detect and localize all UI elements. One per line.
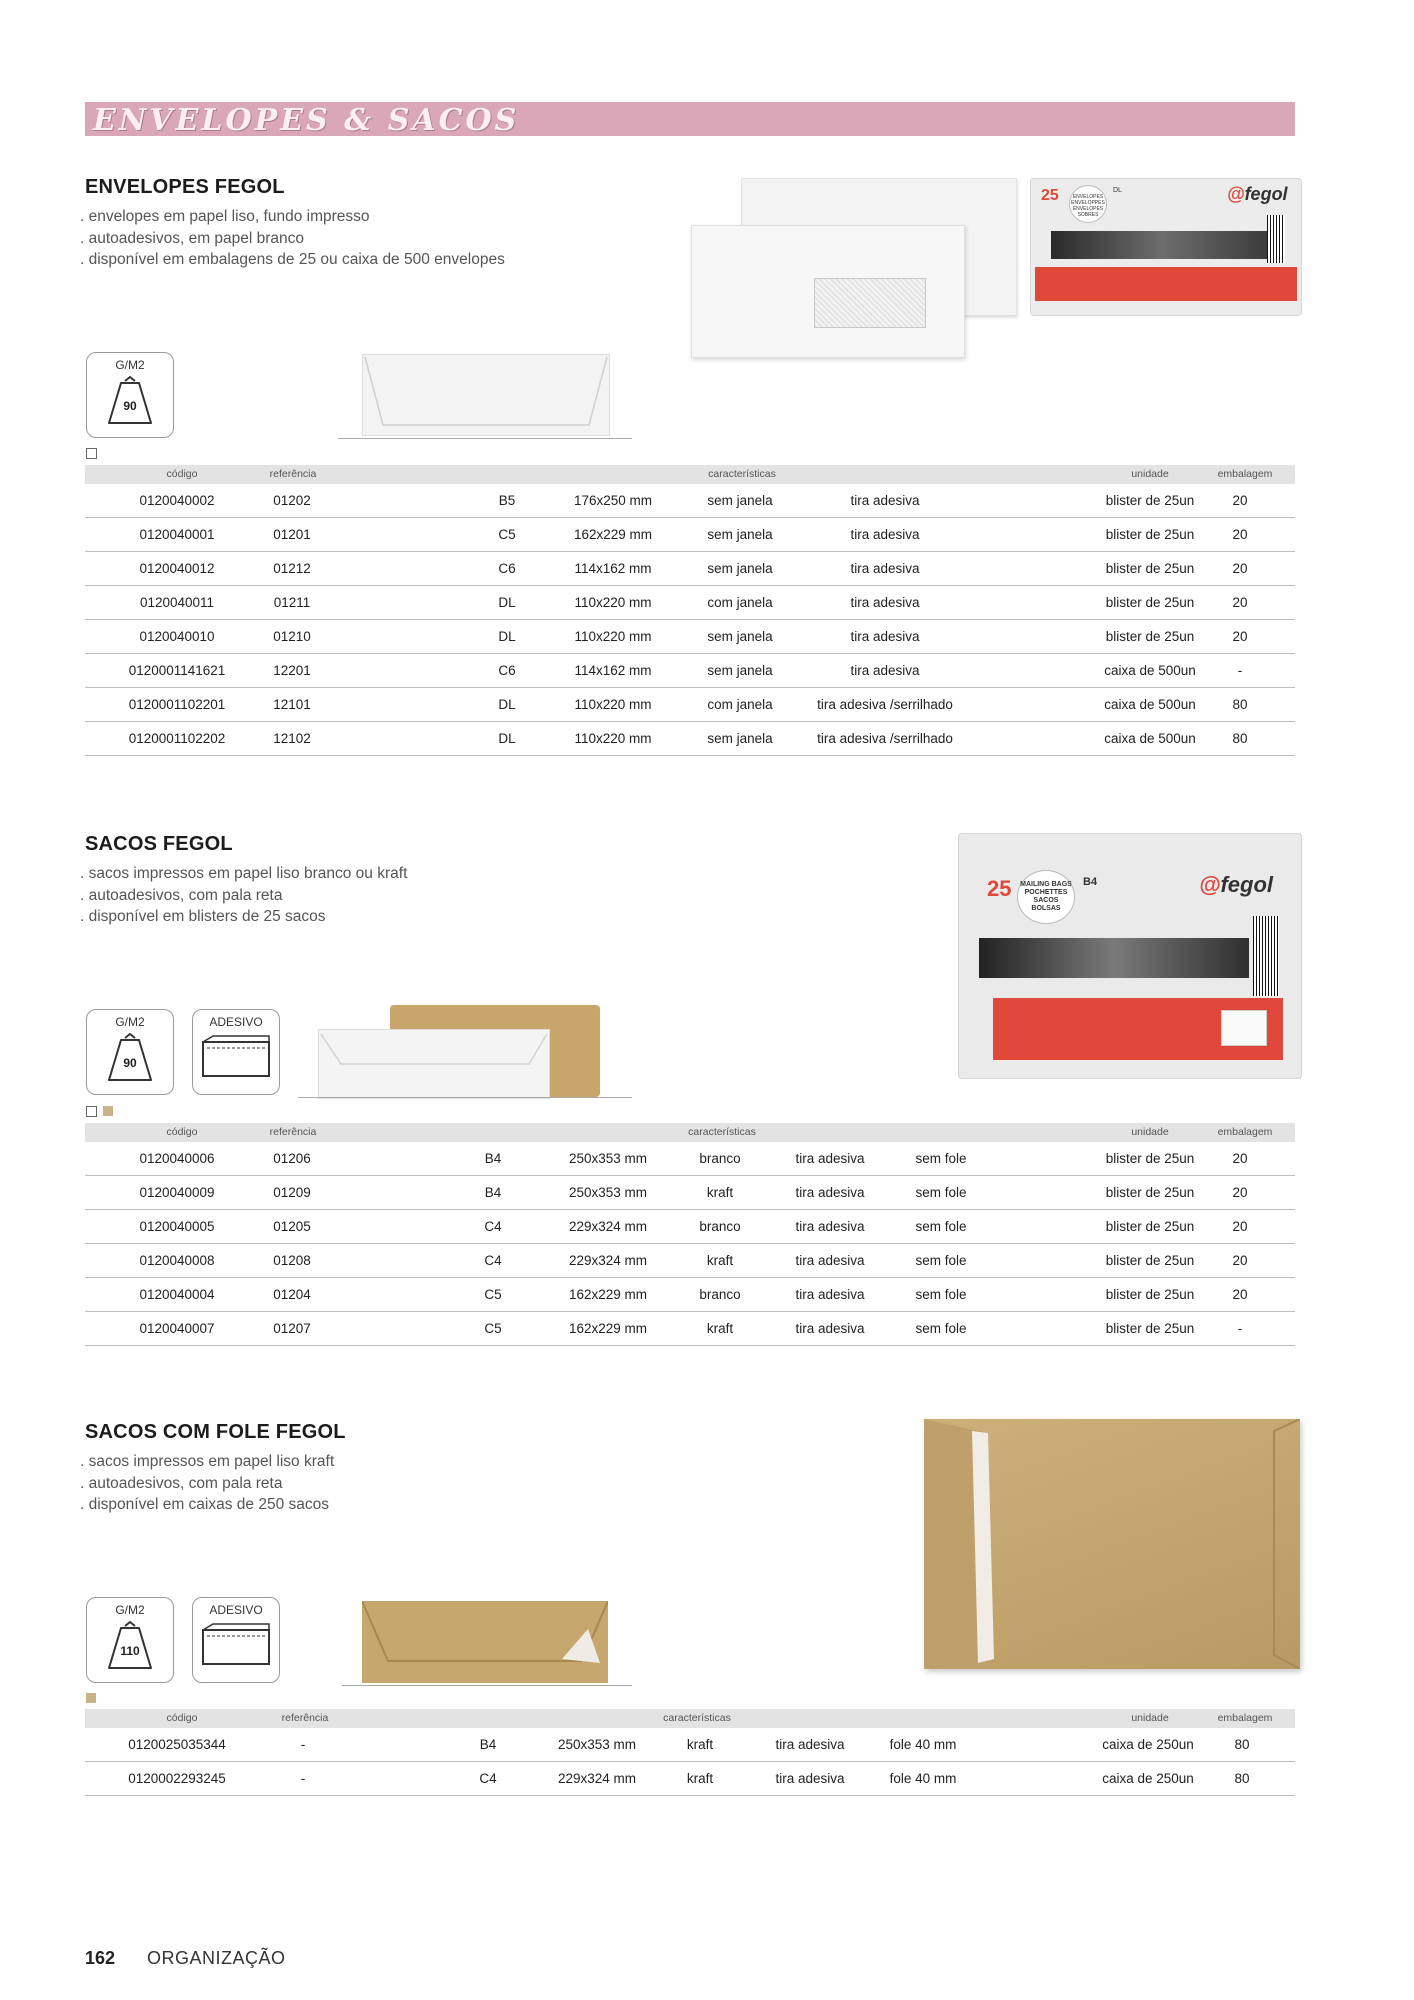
cell-emb: 80 xyxy=(1234,1771,1250,1786)
cell-size: 250x353 mm xyxy=(568,1151,648,1166)
pack-lang-line: BOLSAS xyxy=(1031,905,1061,912)
cell-emb: 20 xyxy=(1232,561,1248,576)
cell-codigo: 0120040009 xyxy=(139,1185,215,1200)
cell-emb: 20 xyxy=(1232,493,1248,508)
cell-emb: 80 xyxy=(1234,1737,1250,1752)
cell-cor: branco xyxy=(699,1151,741,1166)
cell-size: 176x250 mm xyxy=(573,493,653,508)
cell-tira: tira adesiva xyxy=(850,629,920,644)
cell-ref: 01205 xyxy=(273,1219,311,1234)
table-row xyxy=(85,722,1295,756)
cell-size: 229x324 mm xyxy=(557,1771,637,1786)
cell-unidade: blister de 25un xyxy=(1105,629,1195,644)
adhesive-badge xyxy=(192,1009,280,1095)
cell-ref: 12201 xyxy=(273,663,311,678)
gsm-value: 90 xyxy=(123,399,137,413)
barcode xyxy=(1267,215,1285,263)
cell-unidade: caixa de 500un xyxy=(1104,663,1196,678)
cell-fmt: B4 xyxy=(479,1737,497,1752)
bag-drawing xyxy=(924,1419,1300,1669)
cell-emb: - xyxy=(1237,1321,1243,1336)
gsm-label: G/M2 xyxy=(115,1015,145,1029)
feature-item: . envelopes em papel liso, fundo impresso xyxy=(80,208,370,225)
cell-tira: tira adesiva xyxy=(850,595,920,610)
cell-size: 229x324 mm xyxy=(568,1219,648,1234)
section-title: SACOS COM FOLE FEGOL xyxy=(85,1421,346,1443)
cell-unidade: blister de 25un xyxy=(1105,493,1195,508)
cell-size: 114x162 mm xyxy=(574,663,652,678)
cell-emb: 20 xyxy=(1232,1185,1248,1200)
cell-janela: sem janela xyxy=(707,663,773,678)
cell-fmt: B4 xyxy=(484,1185,502,1200)
cell-janela: sem janela xyxy=(707,527,773,542)
cell-ref: 01210 xyxy=(273,629,311,644)
pack-lang-badge xyxy=(1069,185,1107,223)
cell-size: 162x229 mm xyxy=(568,1321,648,1336)
pack-count: 25 xyxy=(1041,187,1059,204)
col-header: características xyxy=(708,468,776,480)
col-header: embalagem xyxy=(1217,1712,1273,1724)
table-row xyxy=(85,1762,1295,1796)
product-table xyxy=(85,465,1295,756)
col-header: unidade xyxy=(1131,468,1169,480)
cell-emb: - xyxy=(1237,663,1243,678)
flap-drawing xyxy=(319,1030,549,1098)
col-header: código xyxy=(166,1712,198,1724)
cell-fmt: C5 xyxy=(484,1287,502,1302)
cell-ref: 01208 xyxy=(273,1253,311,1268)
cell-janela: sem janela xyxy=(707,629,773,644)
pack-red-band xyxy=(1035,267,1297,301)
footer-section: ORGANIZAÇÃO xyxy=(147,1948,286,1968)
table-row xyxy=(85,1278,1295,1312)
section-title: SACOS FEGOL xyxy=(85,833,233,855)
cell-codigo: 0120001141621 xyxy=(128,663,226,678)
cell-ref: 01204 xyxy=(273,1287,311,1302)
col-header: características xyxy=(688,1126,756,1138)
cell-tira: tira adesiva xyxy=(795,1185,865,1200)
cell-ref: 01206 xyxy=(273,1151,311,1166)
color-swatch-white xyxy=(86,448,97,459)
col-header: referência xyxy=(269,468,317,480)
cell-tira: tira adesiva /serrilhado xyxy=(817,697,953,712)
feature-item: . disponível em embalagens de 25 ou caixa de 500 envelopes xyxy=(80,251,505,268)
cell-fole: sem fole xyxy=(915,1287,967,1302)
cell-size: 229x324 mm xyxy=(568,1253,648,1268)
table-row xyxy=(85,552,1295,586)
col-header: características xyxy=(663,1712,731,1724)
cell-fole: sem fole xyxy=(915,1219,967,1234)
cell-fmt: C4 xyxy=(484,1253,502,1268)
cell-tira: tira adesiva xyxy=(850,493,920,508)
cell-fmt: DL xyxy=(498,697,516,712)
cell-fmt: C6 xyxy=(498,663,516,678)
fegol-logo-icon: @ xyxy=(1199,872,1221,897)
cell-janela: sem janela xyxy=(707,561,773,576)
cell-fmt: DL xyxy=(498,629,516,644)
cell-fmt: DL xyxy=(498,595,516,610)
pack-lang-line: SOBRES xyxy=(1077,212,1099,218)
cell-codigo: 0120001102201 xyxy=(128,697,226,712)
feature-item: . sacos impressos em papel liso branco ou kraft xyxy=(80,865,408,882)
col-header: unidade xyxy=(1131,1712,1169,1724)
table-header xyxy=(85,1709,1295,1728)
section-title: ENVELOPES FEGOL xyxy=(85,176,285,198)
table-row xyxy=(85,1312,1295,1346)
barcode xyxy=(1253,916,1279,996)
cell-tira: tira adesiva xyxy=(850,561,920,576)
cell-janela: sem janela xyxy=(707,731,773,746)
envelope-window xyxy=(814,278,926,328)
cell-unidade: caixa de 250un xyxy=(1102,1771,1194,1786)
cell-tira: tira adesiva xyxy=(795,1253,865,1268)
cell-ref: 12102 xyxy=(273,731,311,746)
cell-size: 110x220 mm xyxy=(574,595,652,610)
adhesive-envelope-icon xyxy=(201,1034,271,1080)
gsm-value: 90 xyxy=(123,1056,137,1070)
cell-cor: kraft xyxy=(706,1185,734,1200)
product-table xyxy=(85,1123,1295,1346)
cell-tira: tira adesiva xyxy=(795,1151,865,1166)
cell-size: 162x229 mm xyxy=(573,527,653,542)
cell-janela: com janela xyxy=(707,697,773,712)
table-header xyxy=(85,1123,1295,1142)
cell-emb: 80 xyxy=(1232,697,1248,712)
cell-tira: tira adesiva /serrilhado xyxy=(817,731,953,746)
gsm-label: G/M2 xyxy=(115,358,145,372)
cell-cor: kraft xyxy=(686,1737,714,1752)
image-baseline xyxy=(338,438,632,439)
table-row xyxy=(85,620,1295,654)
cell-tira: tira adesiva xyxy=(850,527,920,542)
product-table xyxy=(85,1709,1295,1796)
col-header: código xyxy=(166,468,198,480)
pack-lang-line: POCHETTES xyxy=(1024,889,1068,896)
gsm-value: 110 xyxy=(120,1644,140,1658)
image-baseline xyxy=(342,1685,632,1686)
banner-title: ENVELOPES & SACOS xyxy=(93,103,520,138)
fegol-logo: @fegol xyxy=(1227,184,1288,204)
pack-lang-line: SACOS xyxy=(1033,897,1059,904)
table-row xyxy=(85,654,1295,688)
cell-fmt: C4 xyxy=(479,1771,497,1786)
pack-size: B4 xyxy=(1083,876,1098,888)
color-swatch-kraft xyxy=(86,1693,96,1703)
table-row xyxy=(85,586,1295,620)
cell-tira: tira adesiva xyxy=(795,1287,865,1302)
fegol-logo: @fegol xyxy=(1199,872,1274,897)
pack-envelope-sample xyxy=(1221,1010,1267,1046)
cell-tira: tira adesiva xyxy=(775,1737,845,1752)
col-header: embalagem xyxy=(1217,1126,1273,1138)
cell-unidade: blister de 25un xyxy=(1105,1219,1195,1234)
feature-list xyxy=(80,863,407,928)
cell-fmt: C5 xyxy=(498,527,516,542)
col-header: código xyxy=(166,1126,198,1138)
feature-item: . autoadesivos, com pala reta xyxy=(80,1474,283,1492)
table-row xyxy=(85,1176,1295,1210)
table-header xyxy=(85,465,1295,484)
cell-size: 162x229 mm xyxy=(568,1287,648,1302)
cell-ref: 01211 xyxy=(273,595,311,610)
cell-size: 110x220 mm xyxy=(574,697,652,712)
envelope-flap-photo xyxy=(362,354,610,436)
feature-item: . autoadesivos, em papel branco xyxy=(80,229,305,247)
cell-unidade: caixa de 250un xyxy=(1102,1737,1194,1752)
pack-count: 25 xyxy=(987,876,1012,901)
cell-fmt: B5 xyxy=(498,493,516,508)
cell-codigo: 0120002293245 xyxy=(128,1771,226,1786)
cell-ref: 01207 xyxy=(273,1321,311,1336)
mailing-bag-pack-photo xyxy=(958,833,1302,1079)
table-row xyxy=(85,1244,1295,1278)
cell-codigo: 0120040008 xyxy=(139,1253,215,1268)
pack-lang-line: ENVELOPPES xyxy=(1071,200,1105,206)
pack-lang-line: MAILING BAGS xyxy=(1020,881,1072,888)
cell-unidade: blister de 25un xyxy=(1105,1151,1195,1166)
feature-item: . disponível em blisters de 25 sacos xyxy=(80,908,326,925)
weight-badge xyxy=(86,352,174,438)
cell-emb: 20 xyxy=(1232,1253,1248,1268)
cell-ref: 01212 xyxy=(273,561,311,576)
feature-item: . autoadesivos, com pala reta xyxy=(80,886,283,904)
pack-photo-strip xyxy=(979,938,1249,978)
cell-cor: kraft xyxy=(706,1253,734,1268)
pack-lang-line: ENVELOPES xyxy=(1072,206,1104,212)
cell-unidade: caixa de 500un xyxy=(1104,731,1196,746)
cell-fole: sem fole xyxy=(915,1321,967,1336)
cell-unidade: caixa de 500un xyxy=(1104,697,1196,712)
adhesive-envelope-icon xyxy=(201,1622,271,1668)
color-swatch-kraft xyxy=(103,1106,113,1116)
cell-unidade: blister de 25un xyxy=(1105,1185,1195,1200)
cell-codigo: 0120040005 xyxy=(139,1219,215,1234)
cell-emb: 80 xyxy=(1232,731,1248,746)
cell-tira: tira adesiva xyxy=(795,1321,865,1336)
cell-fmt: B4 xyxy=(484,1151,502,1166)
cell-ref: - xyxy=(300,1771,306,1786)
cell-fole: sem fole xyxy=(915,1185,967,1200)
cell-fole: sem fole xyxy=(915,1151,967,1166)
cell-size: 110x220 mm xyxy=(574,629,652,644)
adhesive-label: ADESIVO xyxy=(209,1015,263,1029)
feature-item: . sacos impressos em papel liso kraft xyxy=(80,1453,335,1470)
cell-emb: 20 xyxy=(1232,595,1248,610)
cell-emb: 20 xyxy=(1232,1287,1248,1302)
feature-item: . disponível em caixas de 250 sacos xyxy=(80,1496,329,1513)
cell-size: 250x353 mm xyxy=(557,1737,637,1752)
cell-emb: 20 xyxy=(1232,527,1248,542)
cell-fmt: DL xyxy=(498,731,516,746)
table-row xyxy=(85,1728,1295,1762)
cell-size: 250x353 mm xyxy=(568,1185,648,1200)
table-row xyxy=(85,484,1295,518)
cell-tira: tira adesiva xyxy=(850,663,920,678)
pack-lang-line: ENVELOPES xyxy=(1072,194,1104,200)
cell-fole: sem fole xyxy=(915,1253,967,1268)
pack-lang-badge xyxy=(1017,870,1075,924)
cell-janela: com janela xyxy=(707,595,773,610)
cell-codigo: 0120040006 xyxy=(139,1151,215,1166)
pack-size: DL xyxy=(1113,187,1122,194)
cell-tira: tira adesiva xyxy=(775,1771,845,1786)
flap-drawing xyxy=(362,1601,608,1683)
cell-codigo: 0120040012 xyxy=(139,561,215,576)
cell-codigo: 0120040010 xyxy=(139,629,215,644)
weight-badge xyxy=(86,1597,174,1683)
col-header: unidade xyxy=(1131,1126,1169,1138)
table-row xyxy=(85,688,1295,722)
cell-codigo: 0120025035344 xyxy=(128,1737,226,1752)
cell-fole: fole 40 mm xyxy=(889,1737,957,1752)
flap-drawing xyxy=(363,355,609,435)
cell-codigo: 0120040001 xyxy=(139,527,215,542)
cell-codigo: 0120040002 xyxy=(139,493,215,508)
cell-unidade: blister de 25un xyxy=(1105,595,1195,610)
col-header: referência xyxy=(281,1712,329,1724)
cell-cor: kraft xyxy=(686,1771,714,1786)
cell-codigo: 0120040004 xyxy=(139,1287,215,1302)
cell-ref: 01202 xyxy=(273,493,311,508)
table-row xyxy=(85,1142,1295,1176)
gusset-bag-photo xyxy=(924,1419,1300,1669)
cell-codigo: 0120001102202 xyxy=(128,731,226,746)
adhesive-badge xyxy=(192,1597,280,1683)
image-baseline xyxy=(298,1097,632,1098)
cell-size: 114x162 mm xyxy=(574,561,652,576)
adhesive-label: ADESIVO xyxy=(209,1603,263,1617)
envelope-pack-photo xyxy=(1030,178,1302,316)
table-body xyxy=(85,1728,1295,1796)
cell-unidade: blister de 25un xyxy=(1105,1287,1195,1302)
cell-codigo: 0120040011 xyxy=(139,595,215,610)
feature-list xyxy=(80,1451,334,1516)
col-header: referência xyxy=(269,1126,317,1138)
cell-fole: fole 40 mm xyxy=(889,1771,957,1786)
pack-red-band xyxy=(993,998,1283,1060)
cell-ref: 01209 xyxy=(273,1185,311,1200)
gsm-label: G/M2 xyxy=(115,1603,145,1617)
cell-emb: 20 xyxy=(1232,1219,1248,1234)
cell-codigo: 0120040007 xyxy=(139,1321,215,1336)
table-row xyxy=(85,1210,1295,1244)
cell-cor: kraft xyxy=(706,1321,734,1336)
cell-ref: - xyxy=(300,1737,306,1752)
cell-emb: 20 xyxy=(1232,629,1248,644)
cell-tira: tira adesiva xyxy=(795,1219,865,1234)
page-number: 162 xyxy=(85,1948,116,1968)
cell-fmt: C5 xyxy=(484,1321,502,1336)
section-banner xyxy=(85,102,1295,136)
feature-list xyxy=(80,206,505,271)
white-bag-photo xyxy=(318,1029,550,1099)
cell-ref: 01201 xyxy=(273,527,311,542)
color-swatch-white xyxy=(86,1106,97,1117)
kraft-flap-photo xyxy=(362,1601,608,1683)
cell-cor: branco xyxy=(699,1219,741,1234)
table-body xyxy=(85,484,1295,756)
weight-badge xyxy=(86,1009,174,1095)
cell-unidade: blister de 25un xyxy=(1105,1321,1195,1336)
cell-ref: 12101 xyxy=(273,697,311,712)
fegol-logo-icon: @ xyxy=(1227,184,1245,204)
cell-janela: sem janela xyxy=(707,493,773,508)
col-header: embalagem xyxy=(1217,468,1273,480)
table-row xyxy=(85,518,1295,552)
cell-fmt: C4 xyxy=(484,1219,502,1234)
cell-unidade: blister de 25un xyxy=(1105,527,1195,542)
cell-cor: branco xyxy=(699,1287,741,1302)
cell-fmt: C6 xyxy=(498,561,516,576)
pack-photo-strip xyxy=(1051,231,1273,259)
cell-unidade: blister de 25un xyxy=(1105,561,1195,576)
cell-unidade: blister de 25un xyxy=(1105,1253,1195,1268)
cell-size: 110x220 mm xyxy=(574,731,652,746)
cell-emb: 20 xyxy=(1232,1151,1248,1166)
envelope-photo-window xyxy=(691,225,965,358)
table-body xyxy=(85,1142,1295,1346)
